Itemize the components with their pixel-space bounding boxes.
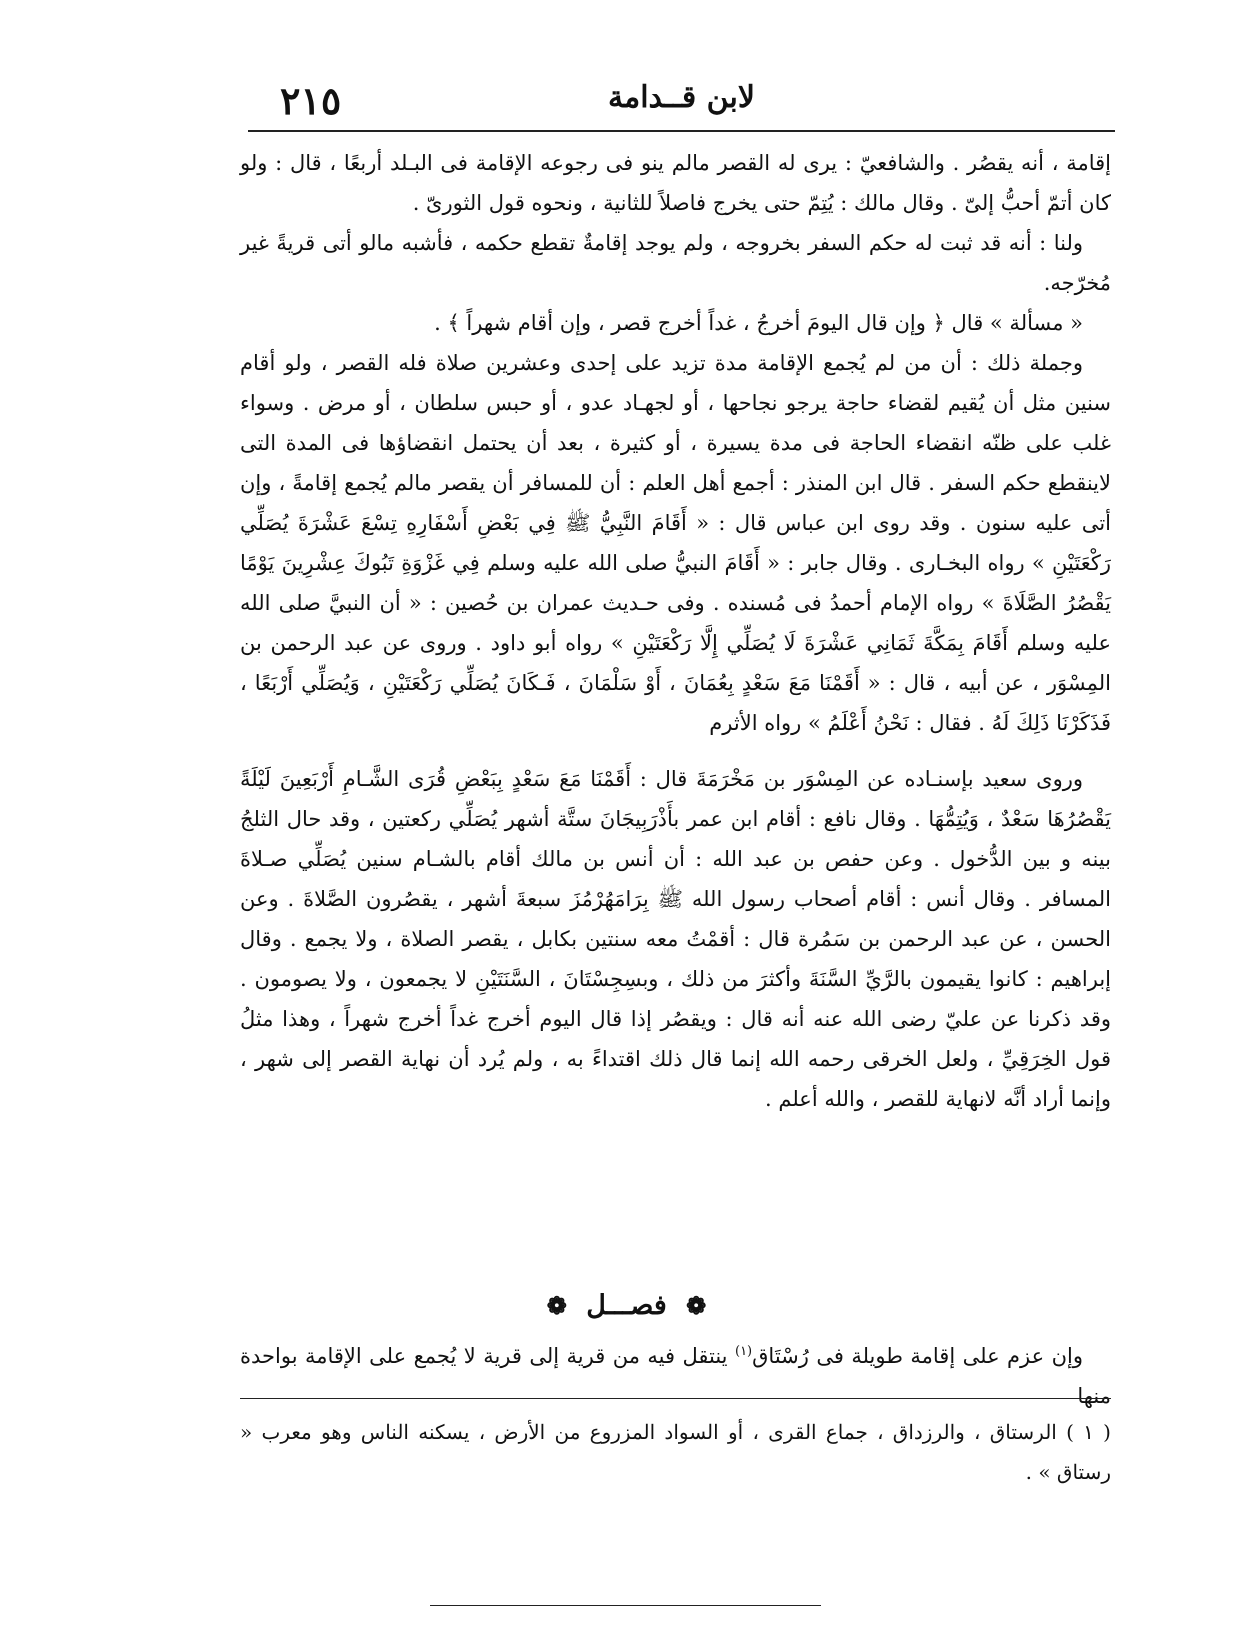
page-bottom-rule — [430, 1605, 821, 1606]
line-text: ينتقل فيه من قرية إلى قرية لا يُجمع على الإقامة بواحدة منها — [240, 1344, 1111, 1408]
paragraph: وجملة ذلك : أن من لم يُجمع الإقامة مدة تزيد على إحدى وعشرين صلاة فله القصر ، ولو أقام سنين مثل أن يُقيم لقضاء حاجة يرجو نجاحها ، أو لجهـاد عدو ، أو حبس سلطان ، أو مرض . وسواء غلب على ظنّه انقضاء الحاجة فى مدة يسيرة ، أو كثيرة ، بعد أن يحتمل انقضاؤها فى المدة التى لاينقطع حكم السفر . قال ابن المنذر : أجمع أهل العلم : أن للمسافر أن يقصر مالم يُجمع إقامةً ، وإن أتى عليه سنون . وقد روى ابن عباس قال : « أَقَامَ النَّبِيُّ ﷺ فِي بَعْضِ أَسْفَارِهِ تِسْعَ عَشْرَةَ يُصَلِّي رَكْعَتَيْنِ » رواه البخـارى . وقال جابر : « أَقَامَ النبيُّ صلى الله عليه وسلم فِي غَزْوَةِ تَبُوكَ عِشْرِينَ يَوْمًا يَقْصُرُ الصَّلَاةَ » رواه الإمام أحمدُ فى مُسنده . وفى حـديث عمران بن حُصين : « أن النبيَّ صلى الله عليه وسلم أَقَامَ بِمَكَّةَ ثَمَانِي عَشْرَةَ لَا يُصَلِّي إِلَّا رَكْعَتَيْنِ » رواه أبو داود . وروى عن عبد الرحمن بن المِسْوَر ، عن أبيه ، قال : « أَقَمْنَا مَعَ سَعْدٍ بِعُمَانَ ، أَوْ سَلْمَانَ ، فَـكَانَ يُصَلِّي رَكْعَتَيْنِ ، وَيُصَلِّي أَرْبَعًا ، فَذَكَرْنَا ذَلِكَ لَهُ . فقال : نَحْنُ أَعْلَمُ » رواه الأثرم — [240, 351, 1111, 735]
running-title: لابن قــدامة — [608, 80, 755, 115]
section-first-line — [240, 1332, 1111, 1416]
paragraph-gap — [240, 743, 1111, 759]
ornament-left-icon: ❁ — [686, 1291, 707, 1320]
paragraph: « مسألة » قال ﴿ وإن قال اليومَ أخرجُ ، غداً أخرج قصر ، وإن أقام شهراً ﴾ . — [434, 311, 1083, 335]
line-text: وإن عزم على إقامة طويلة فى رُسْتَاق — [752, 1344, 1083, 1368]
main-text — [240, 143, 1111, 1119]
footnote-rule — [240, 1398, 1111, 1399]
paragraph: إقامة ، أنه يقصُر . والشافعيّ : يرى له القصر مالم ينو فى رجوعه الإقامة فى البـلد أربعًا ، قال : ولو كان أتمّ أحبُّ إلىّ . وقال مالك : يُتِمّ حتى يخرج فاصلاً للثانية ، ونحوه قول الثورىّ . — [240, 151, 1111, 215]
footnote-marker: (١) — [734, 1344, 753, 1359]
paragraph: وروى سعيد بإسنـاده عن المِسْوَر بن مَخْرَمَةَ قال : أَقَمْنَا مَعَ سَعْدٍ بِبَعْضِ قُرَى الشَّـامِ أَرْبَعِينَ لَيْلَةً يَقْصُرُهَا سَعْدٌ ، وَيُتِمُّهَا . وقال نافع : أقام ابن عمر بأَذْرَبِيجَانَ ستَّة أشهر يُصَلِّي ركعتين ، وقد حال الثلجُ بينه و بين الدُّخول . وعن حفص بن عبد الله : أن أنس بن مالك أقام بالشـام سنين يُصَلِّي صـلاةَ المسافر . وقال أنس : أقام أصحاب رسول الله ﷺ بِرَامَهُرْمُزَ سبعةَ أشهر ، يقصُرون الصَّلاةَ . وعن الحسن ، عن عبد الرحمن بن سَمُرة قال : أقمْتُ معه سنتين بكابل ، يقصر الصلاة ، ولا يجمع . وقال إبراهيم : كانوا يقيمون بالرَّيِّ السَّنَةَ وأكثرَ من ذلك ، وبسِجِسْتَانَ ، السَّنَتَيْنِ لا يجمعون ، ولا يصومون . وقد ذكرنا عن عليّ رضى الله عنه أنه قال : ويقصُر إذا قال اليوم أخرج غداً أخرج شهراً ، وهذا مثلُ قول الخِرَقِيِّ ، ولعل الخرقى رحمه الله إنما قال ذلك اقتداءً به ، ولم يُرد أن نهاية القصر إلى شهر ، وإنما أراد أنَّه لانهاية للقصر ، والله أعلم . — [240, 767, 1111, 1111]
paragraph: ولنا : أنه قد ثبت له حكم السفر بخروجه ، ولم يوجد إقامةٌ تقطع حكمه ، فأشبه مالو أتى قريةً غير مُخرّجه. — [240, 231, 1111, 295]
ornament-right-icon: ❁ — [546, 1291, 567, 1320]
page-header — [248, 78, 1115, 128]
section-heading — [0, 1290, 1253, 1321]
header-rule — [248, 130, 1115, 132]
footnote: ( ١ ) الرستاق ، والرزداق ، جماع القرى ، أو السواد المزروع من الأرض ، يسكنه الناس وهو معرب « رستاق » . — [240, 1420, 1111, 1484]
section-heading-label: فصـــل — [586, 1290, 667, 1321]
page-number: ٢١٥ — [280, 78, 342, 123]
